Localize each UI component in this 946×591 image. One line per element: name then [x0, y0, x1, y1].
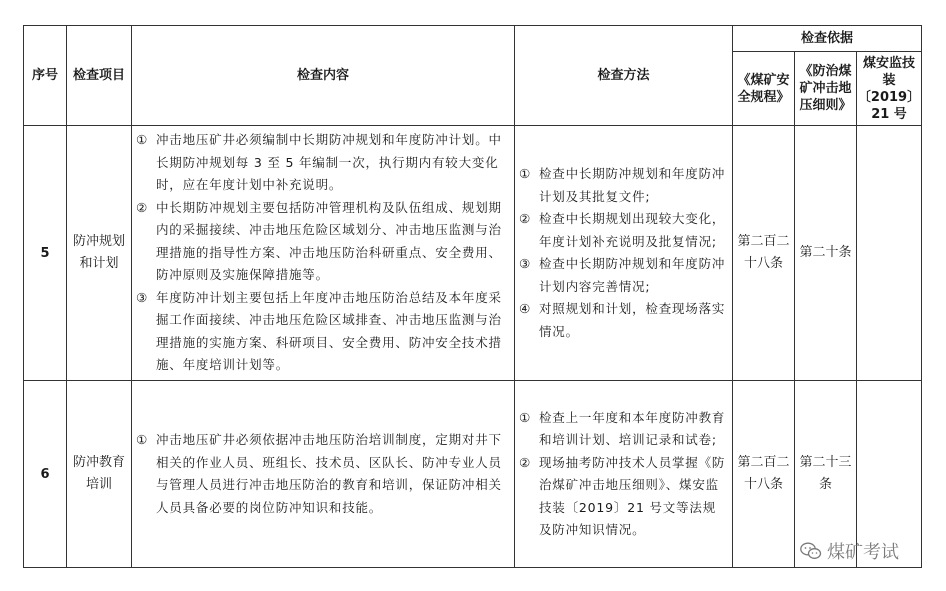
basis-regulations-article: 第二百二十八条: [733, 126, 795, 381]
table-row: [24, 126, 922, 381]
header-basis: 检查依据: [733, 26, 922, 52]
inspection-method: [515, 126, 733, 381]
basis-rules-article: 第二十三条: [795, 381, 857, 568]
basis-regulations-article: 第二百二十八条: [733, 381, 795, 568]
row-number: 5: [24, 126, 67, 381]
header-basis-rockburst-rules: 《防治煤矿冲击地压细则》: [795, 52, 857, 126]
inspection-content: [132, 381, 515, 568]
header-content: 检查内容: [132, 26, 515, 126]
inspection-item: 防冲规划和计划: [67, 126, 132, 381]
header-seq: 序号: [24, 26, 67, 126]
list-item: ② 检查中长期规划出现较大变化，年度计划补充说明及批复情况;: [519, 211, 726, 249]
list-item: ② 中长期防冲规划主要包括防冲管理机构及队伍组成、规划期内的采掘接续、冲击地压危险区域划分、冲击地压监测与治理措施的指导性方案、冲击地压防治科研重点、安全费用、防冲原则及实施保障措施等。: [136, 199, 502, 283]
list-item: ② 现场抽考防冲技术人员掌握《防治煤矿冲击地压细则》、煤安监技装〔2019〕21 号文等法规及防冲知识情况。: [519, 454, 726, 537]
list-item: ① 冲击地压矿井必须依据冲击地压防治培训制度，定期对井下相关的作业人员、班组长、技术员、区队长、防冲专业人员与管理人员进行冲击地压防治的教育和培训，保证防冲相关人员具备必要的岗位防冲知识和技能。: [136, 432, 502, 515]
list-item: ① 检查上一年度和本年度防冲教育和培训计划、培训记录和试卷;: [519, 409, 726, 447]
inspection-content: [132, 126, 515, 381]
watermark-text: 煤矿考试: [827, 542, 899, 563]
header-basis-notice-21: 煤安监技装〔2019〕21 号: [857, 52, 922, 126]
list-item: ③ 检查中长期防冲规划和年度防冲计划内容完善情况;: [519, 256, 726, 294]
basis-rules-article: 第二十条: [795, 126, 857, 381]
basis-notice-article: [857, 126, 922, 381]
list-item: ① 冲击地压矿井必须编制中长期防冲规划和年度防冲计划。中长期防冲规划每 3 至 5 年编制一次，执行期内有较大变化时，应在年度计划中补充说明。: [136, 132, 502, 193]
watermark: [800, 538, 899, 564]
header-basis-coal-mine-safety-regulations: 《煤矿安全规程》: [733, 52, 795, 126]
list-item: ③ 年度防冲计划主要包括上年度冲击地压防治总结及本年度采掘工作面接续、冲击地压危险区域排查、冲击地压监测与治理措施的实施方案、科研项目、安全费用、防冲安全技术措施、年度培训计划等。: [136, 289, 502, 373]
table-row: [24, 381, 922, 568]
header-method: 检查方法: [515, 26, 733, 126]
list-item: ④ 对照规划和计划，检查现场落实情况。: [519, 301, 726, 339]
inspection-method: [515, 381, 733, 568]
row-number: 6: [24, 381, 67, 568]
inspection-table: [23, 25, 922, 568]
header-item: 检查项目: [67, 26, 132, 126]
wechat-icon: [800, 542, 822, 560]
inspection-item: 防冲教育培训: [67, 381, 132, 568]
list-item: ① 检查中长期防冲规划和年度防冲计划及其批复文件;: [519, 166, 726, 204]
